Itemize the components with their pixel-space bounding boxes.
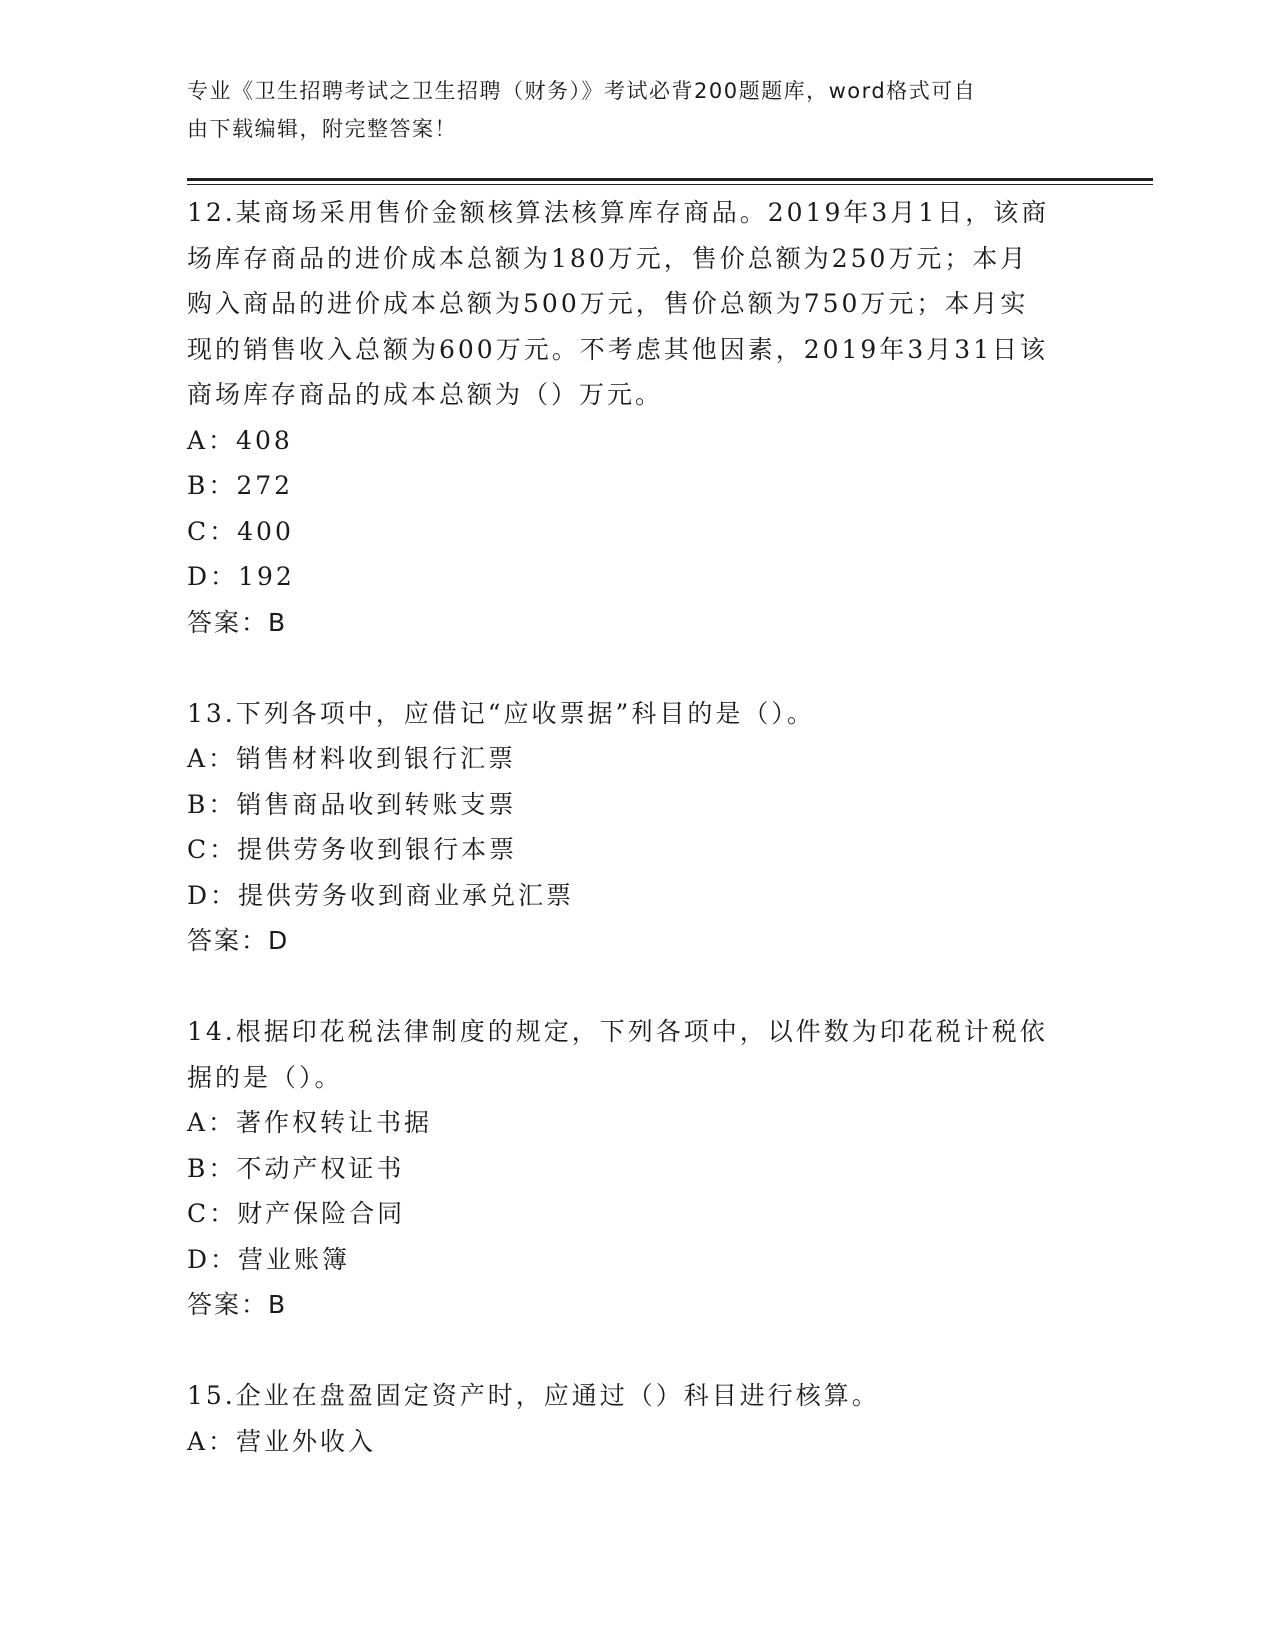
option-b: B：272	[187, 471, 294, 500]
option-c: C：提供劳务收到银行本票	[187, 835, 518, 864]
option-c: C：400	[187, 516, 294, 546]
question-block	[187, 1009, 1087, 1328]
answer-line: 答案：D	[187, 926, 290, 955]
question-block	[187, 190, 1087, 645]
question-text-line: 场库存商品的进价成本总额为180万元，售价总额为250万元；本月	[187, 243, 1029, 273]
option-c: C：财产保险合同	[187, 1199, 406, 1228]
question-text-line: 14.根据印花税法律制度的规定，下列各项中，以件数为印花税计税依	[187, 1017, 1048, 1046]
option-b: B：不动产权证书	[187, 1153, 405, 1183]
option-b: B：销售商品收到转账支票	[187, 789, 517, 819]
question-text-line: 12.某商场采用售价金额核算法核算库存商品。2019年3月1日，该商	[187, 198, 1050, 227]
question-text-line: 15.企业在盘盈固定资产时，应通过（）科目进行核算。	[187, 1381, 880, 1410]
option-a: A：著作权转让书据	[187, 1108, 433, 1137]
header-divider-thick	[187, 178, 1153, 181]
question-block	[187, 1373, 1087, 1464]
question-text-line: 13.下列各项中，应借记“应收票据”科目的是（）。	[187, 698, 815, 728]
option-d: D：提供劳务收到商业承兑汇票	[187, 880, 575, 910]
answer-line: 答案：B	[187, 1290, 288, 1319]
question-list	[187, 190, 1087, 1464]
question-text-line: 现的销售收入总额为600万元。不考虑其他因素，2019年3月31日该	[187, 334, 1049, 364]
option-a: A：营业外收入	[187, 1426, 377, 1456]
option-d: D：营业账簿	[187, 1244, 351, 1274]
header-divider-thin	[187, 184, 1153, 185]
question-spacer	[187, 1328, 1087, 1374]
question-text-line: 购入商品的进价成本总额为500万元，售价总额为750万元；本月实	[187, 289, 1029, 318]
option-a: A：408	[187, 425, 293, 455]
question-spacer	[187, 964, 1087, 1010]
option-d: D：192	[187, 562, 295, 591]
header-line-2: 由下载编辑，附完整答案！	[187, 117, 457, 141]
question-spacer	[187, 645, 1087, 691]
question-block	[187, 691, 1087, 964]
option-a: A：销售材料收到银行汇票	[187, 744, 517, 773]
header-line-1: 专业《卫生招聘考试之卫生招聘（财务）》考试必背200题题库，word格式可自	[187, 79, 977, 103]
question-text-line: 据的是（）。	[187, 1062, 343, 1092]
answer-line: 答案：B	[187, 607, 288, 637]
document-header	[187, 72, 1067, 148]
question-text-line: 商场库存商品的成本总额为（）万元。	[187, 380, 664, 409]
